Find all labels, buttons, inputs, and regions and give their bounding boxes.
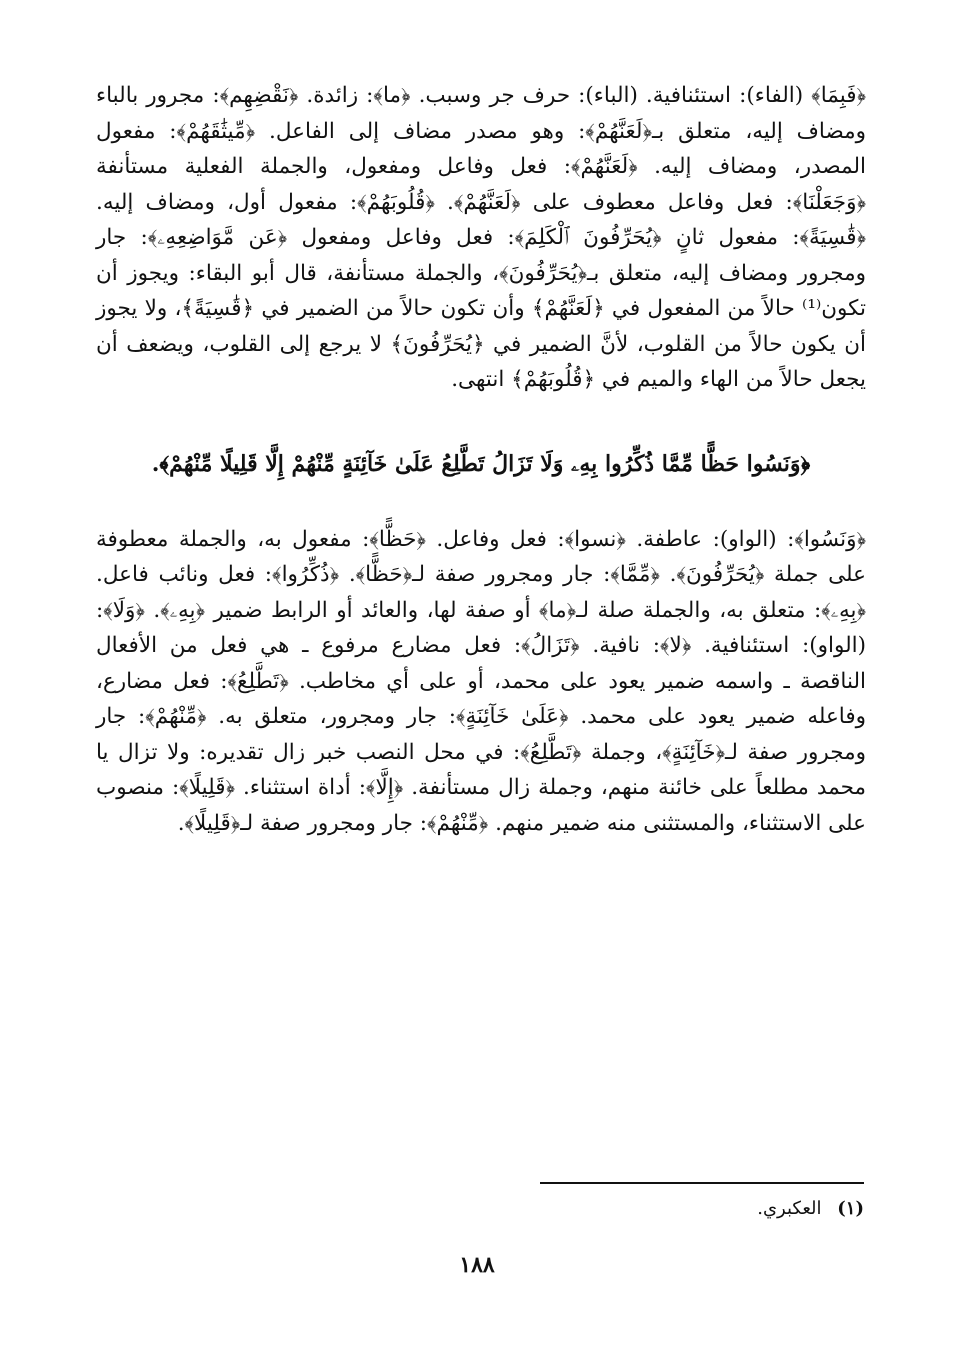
page-number: ١٨٨ xyxy=(459,1252,495,1278)
footnote-number: (١) xyxy=(837,1198,864,1219)
footnote xyxy=(757,1198,864,1219)
footnote-divider xyxy=(540,1182,864,1184)
quran-verse: ﴿وَنَسُوا حَظًّا مِّمَّا ذُكِّرُوا بِهِۦ وَلَا تَزَالُ تَطَّلِعُ عَلَىٰ خَآئِنَةٍ مِّنْهُمْ إِلَّا قَلِيلًا مِّنْهُمْ﴾. xyxy=(151,450,811,477)
commentary-paragraph-2: ﴿وَنَسُوا﴾: (الواو): عاطفة. ﴿نسوا﴾: فعل وفاعل. ﴿حَظًّا﴾: مفعول به، والجملة معطوفة على جملة ﴿يُحَرِّفُونَ﴾. ﴿مِّمَّا﴾: جار ومجرور صفة لـ﴿حَظًّا﴾. ﴿ذُكِّرُوا﴾: فعل ونائب فاعل. ﴿بِهِۦ﴾: متعلق به، والجملة صلة لـ﴿ما﴾ أو صفة لها، والعائد أو الرابط ضمير ﴿بِهِۦ﴾. ﴿وَلَا﴾: (الواو): استئنافية. ﴿لا﴾: نافية. ﴿تَزَالُ﴾: فعل مضارع مرفوع ـ هي فعل من الأفعال الناقصة ـ واسمه ضمير يعود على محمد، أو على أي مخاطب. ﴿تَطَّلِعُ﴾: فعل مضارع، وفاعله ضمير يعود على محمد. ﴿عَلَىٰ خَآئِنَةٍ﴾: جار ومجرور، متعلق به. ﴿مِّنْهُمْ﴾: جار ومجرور صفة لـ﴿خَآئِنَةٍ﴾، وجملة ﴿تَطَّلِعُ﴾: في محل النصب خبر زال تقديره: ولا تزال يا محمد مطلعاً على خائنة منهم، وجملة زال مستأنفة. ﴿إِلَّا﴾: أداة استثناء. ﴿قَلِيلًا﴾: منصوب على الاستثناء، والمستثنى منه ضمير منهم. ﴿مِّنْهُمْ﴾: جار ومجرور صفة لـ﴿قَلِيلًا﴾. xyxy=(96,526,866,836)
commentary-paragraph-1: ﴿فَبِمَا﴾ (الفاء): استئنافية. (الباء): حرف جر وسبب. ﴿ما﴾: زائدة. ﴿نَقْضِهِم﴾: مجرور بالباء ومضاف إليه، متعلق بـ﴿لَعَنَّهُمْ﴾: وهو مصدر مضاف إلى الفاعل. ﴿مِّيثَٰقَهُمْ﴾: مفعول المصدر، ومضاف إليه. ﴿لَعَنَّهُمْ﴾: فعل وفاعل ومفعول، والجملة الفعلية مستأنفة ﴿وَجَعَلْنَا﴾: فعل وفاعل معطوف على ﴿لَعَنَّهُمْ﴾. ﴿قُلُوبَهُمْ﴾: مفعول أول، ومضاف إليه. ﴿قَٰسِيَةً﴾: مفعول ثانٍ ﴿يُحَرِّفُونَ ٱلْكَلِمَ﴾: فعل وفاعل ومفعول ﴿عَن مَّوَاضِعِهِۦ﴾: جار ومجرور ومضاف إليه، متعلق بـ﴿يُحَرِّفُونَ﴾، والجملة مستأنفة، قال أبو البقاء: ويجوز أن تكون⁽¹⁾ حالاً من المفعول في ﴿لَعَنَّهُمْ﴾ وأن تكون حالاً من الضمير في ﴿قَٰسِيَةً﴾، ولا يجوز أن يكون حالاً من القلوب، لأنَّ الضمير في ﴿يُحَرِّفُونَ﴾ لا يرجع إلى القلوب، ويضعف أن يجعل حالاً من الهاء والميم في ﴿قُلُوبَهُمْ﴾ انتهى. xyxy=(96,83,866,392)
page-body xyxy=(96,78,866,841)
footnote-text: العكبري. xyxy=(757,1198,822,1219)
